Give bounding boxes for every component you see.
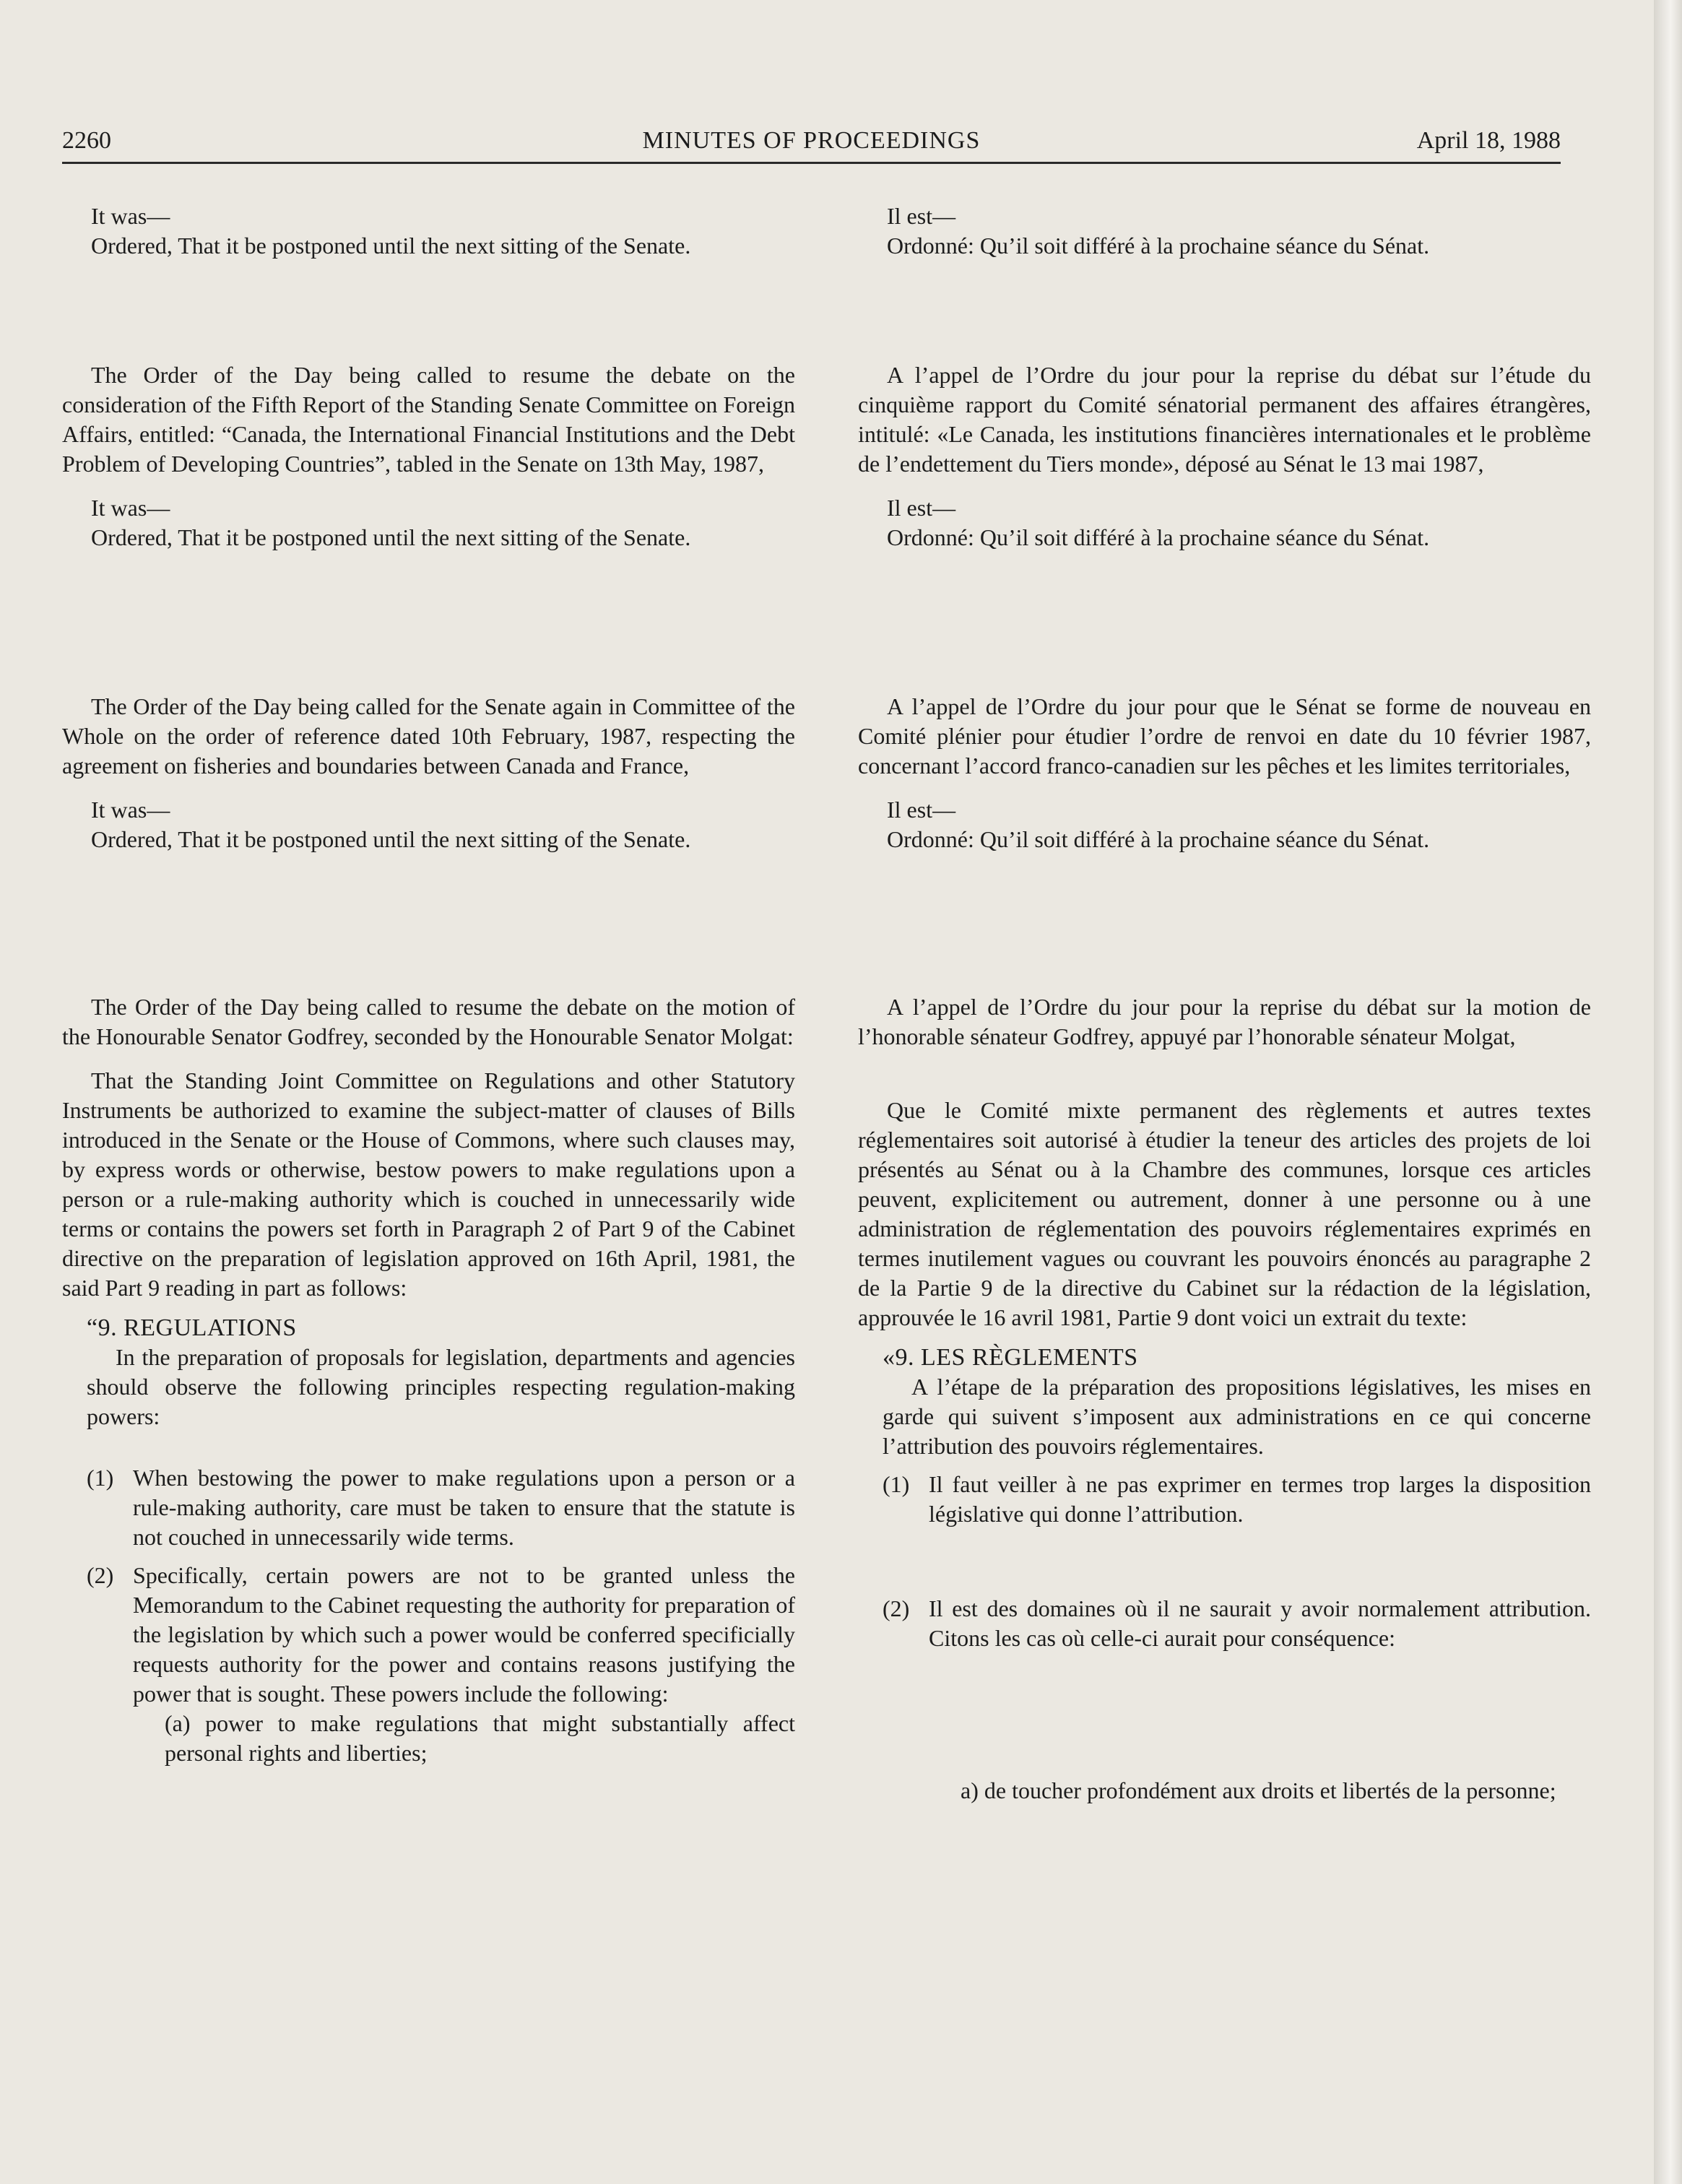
page-number: 2260: [62, 127, 111, 154]
fr-item-2a: a) de toucher profondément aux droits et libertés de la personne;: [961, 1777, 1556, 1803]
en-item-1: [62, 1463, 795, 1552]
fr-regulations-heading: «9. LES RÈGLEMENTS: [883, 1344, 1138, 1371]
en-ordered: Ordered, That it be postponed until the next sitting of the Senate.: [91, 524, 691, 550]
fr-appel: A l’appel de l’Ordre du jour pour la reprise du débat sur l’étude du cinquième rapport du Comité sénatorial permanent des affaires étrangères, intitulé: «Le Canada, les institutions financières internationales et le problème de l’endettement du Tiers monde», déposé au Sénat le 13 mai 1987,: [858, 362, 1591, 477]
fr-item-1-label: (1): [883, 1471, 910, 1497]
en-item-2: [62, 1561, 795, 1709]
fr-section-4: [858, 992, 1591, 1806]
fr-item-2: [858, 1594, 1591, 1653]
en-section-3: [62, 692, 795, 854]
fr-item-1-text: Il faut veiller à ne pas exprimer en termes trop larges la disposition législative qui donne l’attribution.: [929, 1471, 1591, 1527]
en-section-4: [62, 992, 795, 1768]
en-item-2a: (a) power to make regulations that might substantially affect personal rights and liberties;: [165, 1710, 795, 1766]
page-edge: [1654, 0, 1682, 2184]
en-it-was: It was—: [91, 203, 170, 229]
en-section-1: [62, 202, 795, 261]
fr-item-2-text: Il est des domaines où il ne saurait y avoir normalement attribution. Citons les cas où celle-ci aurait pour conséquence:: [929, 1595, 1591, 1651]
fr-section-1: [858, 202, 1591, 261]
fr-il-est: Il est—: [887, 203, 956, 229]
en-order-of-day: The Order of the Day being called to resume the debate on the consideration of the Fifth Report of the Standing Senate Committee on Foreign Affairs, entitled: “Canada, the International Financial Institutions and the Debt Problem of Developing Countries”, tabled in the Senate on 13th May, 1987,: [62, 362, 795, 477]
en-item-2-label: (2): [87, 1562, 114, 1588]
en-regulations-heading: “9. REGULATIONS: [87, 1314, 297, 1341]
fr-section-2: [858, 360, 1591, 552]
header-rule: [62, 162, 1561, 164]
en-ordered: Ordered, That it be postponed until the next sitting of the Senate.: [91, 233, 691, 259]
en-order-of-day: The Order of the Day being called for the Senate again in Committee of the Whole on the order of reference dated 10th February, 1987, respecting the agreement on fisheries and boundaries between Canada and France,: [62, 693, 795, 779]
en-order-of-day: The Order of the Day being called to resume the debate on the motion of the Honourable Senator Godfrey, seconded by the Honourable Senator Molgat:: [62, 994, 795, 1049]
fr-ordonne: Ordonné: Qu’il soit différé à la prochaine séance du Sénat.: [887, 524, 1430, 550]
en-motion: That the Standing Joint Committee on Regulations and other Statutory Instruments be authorized to examine the subject-matter of clauses of Bills introduced in the Senate or the House of Commons, where such clauses may, by express words or otherwise, bestow powers to make regulations upon a person or a rule-making authority which is couched in unnecessarily wide terms or contains the powers set forth in Paragraph 2 of Part 9 of the Cabinet directive on the preparation of legislation approved on 16th April, 1981, the said Part 9 reading in part as follows:: [62, 1067, 795, 1301]
fr-appel: A l’appel de l’Ordre du jour pour que le Sénat se forme de nouveau en Comité plénier pour étudier l’ordre de renvoi en date du 10 février 1987, concernant l’accord franco-canadien sur les pêches et les limites territoriales,: [858, 693, 1591, 779]
en-it-was: It was—: [91, 797, 170, 823]
fr-il-est: Il est—: [887, 495, 956, 521]
fr-motion: Que le Comité mixte permanent des règlements et autres textes réglementaires soit autorisé à étudier la teneur des articles des projets de loi présentés au Sénat ou à la Chambre des communes, lorsque ces articles peuvent, explicitement ou autrement, donner à une personne ou à une administration de réglementation des pouvoirs réglementaires exprimés en termes inutilement vagues ou couvrant les pouvoirs énoncés au paragraphe 2 de la Partie 9 de la directive du Cabinet sur la rédaction de la législation, approuvée le 16 avril 1981, Partie 9 dont voici un extrait du texte:: [858, 1097, 1591, 1330]
page-date: April 18, 1988: [1416, 127, 1561, 154]
fr-ordonne: Ordonné: Qu’il soit différé à la prochaine séance du Sénat.: [887, 826, 1430, 852]
fr-appel: A l’appel de l’Ordre du jour pour la reprise du débat sur la motion de l’honorable sénateur Godfrey, appuyé par l’honorable sénateur Molgat,: [858, 994, 1591, 1049]
en-section-2: [62, 360, 795, 552]
fr-il-est: Il est—: [887, 797, 956, 823]
en-item-1-label: (1): [87, 1465, 114, 1491]
fr-item-1: [858, 1470, 1591, 1529]
fr-regulations-intro: A l’étape de la préparation des propositions législatives, les mises en garde qui suivent s’imposent aux administrations en ce qui concerne l’attribution des pouvoirs réglementaires.: [883, 1374, 1591, 1459]
fr-ordonne: Ordonné: Qu’il soit différé à la prochaine séance du Sénat.: [887, 233, 1430, 259]
fr-item-2-label: (2): [883, 1595, 910, 1621]
fr-section-3: [858, 692, 1591, 854]
en-ordered: Ordered, That it be postponed until the next sitting of the Senate.: [91, 826, 691, 852]
en-item-2-text: Specifically, certain powers are not to be granted unless the Memorandum to the Cabinet requesting the authority for preparation of the legislation by which such a power would be conferred specificially requests authority for the power and contains reasons justifying the power that is sought. These powers include the following:: [133, 1562, 795, 1707]
en-regulations-intro: In the preparation of proposals for legislation, departments and agencies should observe the following principles respecting regulation-making powers:: [87, 1344, 795, 1429]
page-title: MINUTES OF PROCEEDINGS: [642, 127, 981, 154]
en-it-was: It was—: [91, 495, 170, 521]
en-item-1-text: When bestowing the power to make regulations upon a person or a rule-making authority, care must be taken to ensure that the statute is not couched in unnecessarily wide terms.: [133, 1465, 795, 1550]
page-header: [62, 127, 1561, 165]
